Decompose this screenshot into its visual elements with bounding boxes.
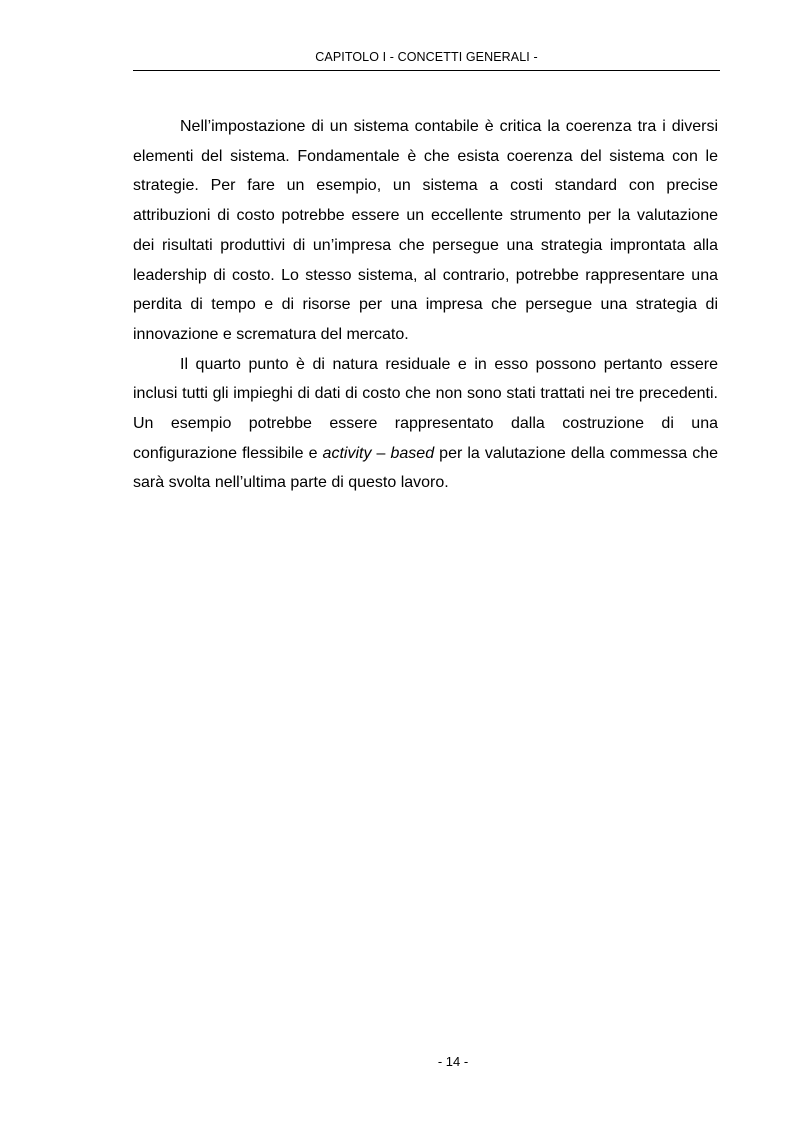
paragraph-2-text-after: per la valutazione della commessa che sarà svolta nell’ultima parte di questo lavoro. <box>133 444 718 492</box>
paragraph-2-text-before: Il quarto punto è di natura residuale e in esso possono pertanto essere inclusi tutti gli impieghi di dati di costo che non sono stati trattati nei tre precedenti. Un esempio potrebbe essere rappresentato dalla costruzione di una configurazione flessibile e <box>133 355 718 462</box>
paragraph-2 <box>133 350 718 499</box>
body-text <box>133 112 718 498</box>
term-dash: – <box>371 444 391 462</box>
italic-term-based: based <box>390 444 435 462</box>
running-header: CAPITOLO I - CONCETTI GENERALI - <box>315 50 538 64</box>
page-number: - 14 - <box>437 1054 469 1069</box>
paragraph-1: Nell’impostazione di un sistema contabile è critica la coerenza tra i diversi elementi del sistema. Fondamentale è che esista coerenza del sistema con le strategie. Per fare un esempio, un sistema a costi standard con precise attribuzioni di costo potrebbe essere un eccellente strumento per la valutazione dei risultati produttivi di un’impresa che persegue una strategia improntata alla leadership di costo. Lo stesso sistema, al contrario, potrebbe rappresentare una perdita di tempo e di risorse per una impresa che persegue una strategia di innovazione e scrematura del mercato. <box>133 118 718 343</box>
header-divider <box>133 70 720 71</box>
italic-term-activity: activity <box>322 444 372 462</box>
